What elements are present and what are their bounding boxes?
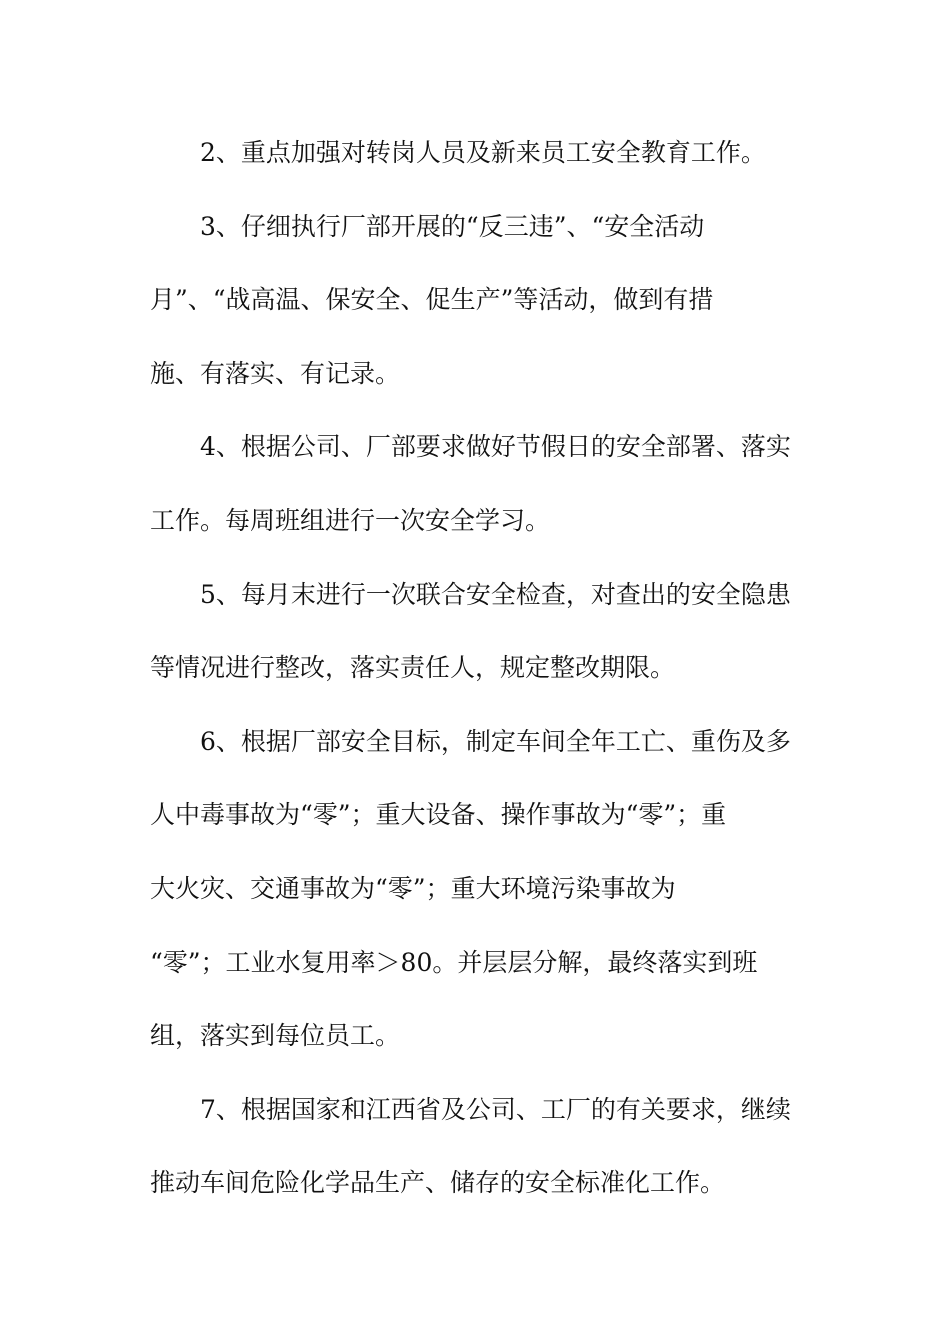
text-line: “零”；工业水复用率＞80。并层层分解，最终落实到班	[150, 947, 758, 977]
text-line: 5、每月末进行一次联合安全检查，对查出的安全隐患	[200, 579, 791, 609]
text-line: 大火灾、交通事故为“零”；重大环境污染事故为	[150, 873, 676, 903]
text-line: 月”、“战高温、保安全、促生产”等活动，做到有措	[150, 285, 714, 315]
text-line: 4、根据公司、厂部要求做好节假日的安全部署、落实	[200, 432, 791, 462]
text-line: 2、重点加强对转岗人员及新来员工安全教育工作。	[200, 138, 766, 167]
text-line: 6、根据厂部安全目标，制定车间全年工亡、重伤及多	[200, 726, 791, 756]
text-line: 施、有落实、有记录。	[150, 358, 401, 388]
text-line: 组，落实到每位员工。	[150, 1021, 401, 1051]
document-body	[150, 125, 810, 1229]
text-line: 人中毒事故为“零”；重大设备、操作事故为“零”；重	[150, 800, 727, 830]
text-line: 工作。每周班组进行一次安全学习。	[150, 505, 551, 535]
text-line: 等情况进行整改，落实责任人，规定整改期限。	[150, 653, 676, 683]
text-line: 7、根据国家和江西省及公司、工厂的有关要求，继续	[200, 1094, 791, 1124]
text-line: 推动车间危险化学品生产、储存的安全标准化工作。	[150, 1168, 726, 1198]
text-line: 3、仔细执行厂部开展的“反三违”、“安全活动	[200, 211, 705, 241]
